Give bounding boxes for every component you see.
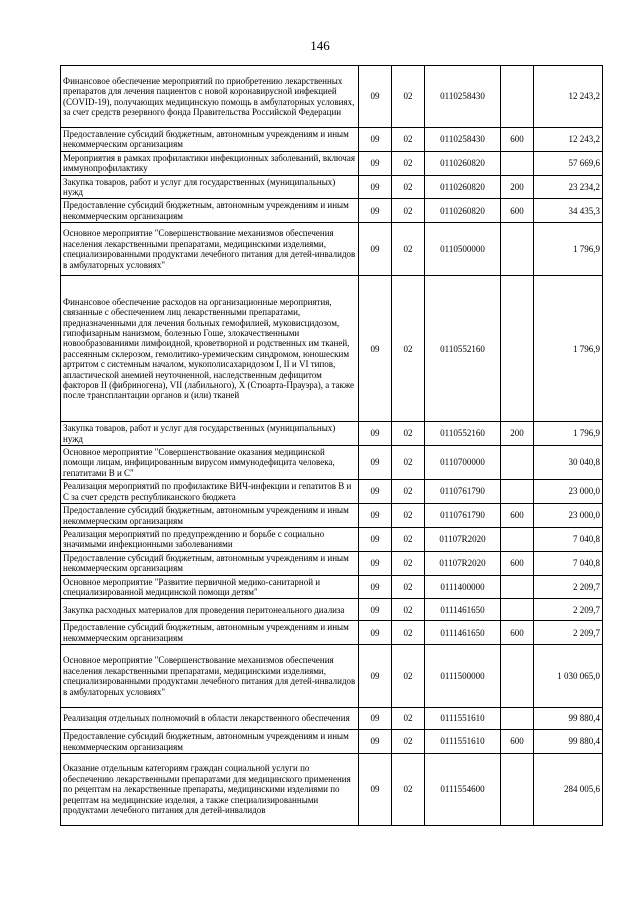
table-row (61, 199, 603, 223)
amount-cell: 23 000,0 (534, 480, 603, 504)
expense-type-cell: 600 (501, 504, 534, 528)
amount-cell: 7 040,8 (534, 527, 603, 551)
subsection-code-cell: 02 (392, 128, 425, 152)
expense-type-cell (501, 223, 534, 276)
table-row (61, 276, 603, 422)
subsection-code-cell: 02 (392, 645, 425, 708)
target-article-cell: 0110260820 (425, 151, 501, 175)
target-article-cell: 0110552160 (425, 422, 501, 446)
section-code-cell: 09 (359, 276, 392, 422)
table-row (61, 128, 603, 152)
target-article-cell: 01107R2020 (425, 551, 501, 575)
expense-name-cell: Предоставление субсидий бюджетным, автономным учреждениям и иным некоммерческим организациям (61, 621, 359, 645)
table-row (61, 708, 603, 730)
amount-cell: 284 005,6 (534, 753, 603, 825)
expense-name-cell: Предоставление субсидий бюджетным, автономным учреждениям и иным некоммерческим организациям (61, 551, 359, 575)
table-row (61, 575, 603, 599)
expense-type-cell (501, 276, 534, 422)
expense-name-cell: Финансовое обеспечение мероприятий по приобретению лекарственных препаратов для лечения пациентов с новой коронавирусной инфекцией (COVID-19), получающих медицинскую помощь в амбулаторных условиях, за счет средств резервного фонда Правительства Российской Федерации (61, 66, 359, 128)
subsection-code-cell: 02 (392, 575, 425, 599)
table-row (61, 527, 603, 551)
subsection-code-cell: 02 (392, 708, 425, 730)
subsection-code-cell: 02 (392, 66, 425, 128)
subsection-code-cell: 02 (392, 551, 425, 575)
amount-cell: 99 880,4 (534, 730, 603, 754)
expense-name-cell: Основное мероприятие "Совершенствование механизмов обеспечения населения лекарственными препаратами, медицинскими изделиями, специализированными продуктами лечебного питания для детей-инвалидов в амбулаторных условиях" (61, 223, 359, 276)
expense-type-cell (501, 446, 534, 480)
target-article-cell: 0111461650 (425, 599, 501, 621)
expense-name-cell: Мероприятия в рамках профилактики инфекционных заболеваний, включая иммунопрофилактику (61, 151, 359, 175)
section-code-cell: 09 (359, 527, 392, 551)
target-article-cell: 0111500000 (425, 645, 501, 708)
table-row (61, 599, 603, 621)
table-row (61, 730, 603, 754)
expense-name-cell: Закупка товаров, работ и услуг для государственных (муниципальных) нужд (61, 175, 359, 199)
subsection-code-cell: 02 (392, 175, 425, 199)
subsection-code-cell: 02 (392, 446, 425, 480)
subsection-code-cell: 02 (392, 504, 425, 528)
section-code-cell: 09 (359, 753, 392, 825)
expense-type-cell: 200 (501, 175, 534, 199)
budget-table (60, 65, 603, 826)
section-code-cell: 09 (359, 599, 392, 621)
amount-cell: 7 040,8 (534, 551, 603, 575)
target-article-cell: 0110552160 (425, 276, 501, 422)
expense-type-cell (501, 66, 534, 128)
expense-type-cell: 600 (501, 551, 534, 575)
subsection-code-cell: 02 (392, 223, 425, 276)
section-code-cell: 09 (359, 151, 392, 175)
expense-type-cell (501, 708, 534, 730)
expense-name-cell: Закупка товаров, работ и услуг для государственных (муниципальных) нужд (61, 422, 359, 446)
amount-cell: 99 880,4 (534, 708, 603, 730)
section-code-cell: 09 (359, 175, 392, 199)
amount-cell: 2 209,7 (534, 599, 603, 621)
section-code-cell: 09 (359, 422, 392, 446)
amount-cell: 23 234,2 (534, 175, 603, 199)
section-code-cell: 09 (359, 199, 392, 223)
expense-type-cell: 600 (501, 621, 534, 645)
table-row (61, 504, 603, 528)
expense-name-cell: Предоставление субсидий бюджетным, автономным учреждениям и иным некоммерческим организациям (61, 504, 359, 528)
target-article-cell: 0111461650 (425, 621, 501, 645)
expense-type-cell: 600 (501, 128, 534, 152)
subsection-code-cell: 02 (392, 480, 425, 504)
table-row (61, 645, 603, 708)
expense-name-cell: Основное мероприятие "Развитие первичной медико-санитарной и специализированной медицинской помощи детям" (61, 575, 359, 599)
expense-type-cell (501, 575, 534, 599)
amount-cell: 2 209,7 (534, 621, 603, 645)
target-article-cell: 01107R2020 (425, 527, 501, 551)
section-code-cell: 09 (359, 730, 392, 754)
expense-type-cell (501, 599, 534, 621)
amount-cell: 1 796,9 (534, 223, 603, 276)
subsection-code-cell: 02 (392, 276, 425, 422)
section-code-cell: 09 (359, 621, 392, 645)
section-code-cell: 09 (359, 446, 392, 480)
target-article-cell: 0110258430 (425, 66, 501, 128)
expense-name-cell: Основное мероприятие "Совершенствование механизмов обеспечения населения лекарственными препаратами, медицинскими изделиями, специализированными продуктами лечебного питания для детей-инвалидов в амбулаторных условиях" (61, 645, 359, 708)
expense-type-cell: 600 (501, 730, 534, 754)
section-code-cell: 09 (359, 480, 392, 504)
expense-name-cell: Оказание отдельным категориям граждан социальной услуги по обеспечению лекарственными препаратами для медицинского применения по рецептам на лекарственные препараты, медицинскими изделиями по рецептам на медицинские изделия, а также специализированными продуктами лечебного питания для детей-инвалидов (61, 753, 359, 825)
section-code-cell: 09 (359, 66, 392, 128)
table-row (61, 551, 603, 575)
table-row (61, 422, 603, 446)
subsection-code-cell: 02 (392, 199, 425, 223)
section-code-cell: 09 (359, 504, 392, 528)
expense-name-cell: Финансовое обеспечение расходов на организационные мероприятия, связанные с обеспечением лиц лекарственными препаратами, предназначенными для лечения больных гемофилией, муковисцидозом, гипофизарным нанизмом, болезнью Гоше, злокачественными новообразованиями лимфоидной, кроветворной и родственных им тканей, рассеянным склерозом, гемолитико-уремическим синдромом, юношеским артритом с системным началом, мукополисахаридозом I, II и VI типов, апластической анемией неуточненной, наследственным дефицитом факторов II (фибриногена), VII (лабильного), X (Стюарта-Прауэра), а также после трансплантации органов и (или) тканей (61, 276, 359, 422)
amount-cell: 34 435,3 (534, 199, 603, 223)
expense-name-cell: Предоставление субсидий бюджетным, автономным учреждениям и иным некоммерческим организациям (61, 199, 359, 223)
section-code-cell: 09 (359, 551, 392, 575)
subsection-code-cell: 02 (392, 730, 425, 754)
subsection-code-cell: 02 (392, 151, 425, 175)
expense-name-cell: Закупка расходных материалов для проведения перитонеального диализа (61, 599, 359, 621)
table-row (61, 175, 603, 199)
expense-type-cell (501, 527, 534, 551)
amount-cell: 1 030 065,0 (534, 645, 603, 708)
target-article-cell: 0111554600 (425, 753, 501, 825)
subsection-code-cell: 02 (392, 422, 425, 446)
expense-name-cell: Предоставление субсидий бюджетным, автономным учреждениям и иным некоммерческим организациям (61, 730, 359, 754)
expense-name-cell: Реализация мероприятий по предупреждению и борьбе с социально значимыми инфекционными заболеваниями (61, 527, 359, 551)
expense-type-cell: 600 (501, 199, 534, 223)
table-row (61, 621, 603, 645)
target-article-cell: 0111551610 (425, 730, 501, 754)
target-article-cell: 0111551610 (425, 708, 501, 730)
target-article-cell: 0110260820 (425, 175, 501, 199)
expense-type-cell (501, 151, 534, 175)
target-article-cell: 0111400000 (425, 575, 501, 599)
target-article-cell: 0110761790 (425, 480, 501, 504)
expense-name-cell: Реализация отдельных полномочий в области лекарственного обеспечения (61, 708, 359, 730)
expense-name-cell: Предоставление субсидий бюджетным, автономным учреждениям и иным некоммерческим организациям (61, 128, 359, 152)
target-article-cell: 0110761790 (425, 504, 501, 528)
section-code-cell: 09 (359, 128, 392, 152)
section-code-cell: 09 (359, 645, 392, 708)
section-code-cell: 09 (359, 708, 392, 730)
target-article-cell: 0110258430 (425, 128, 501, 152)
budget-table-body (61, 66, 603, 826)
amount-cell: 57 669,6 (534, 151, 603, 175)
subsection-code-cell: 02 (392, 599, 425, 621)
expense-type-cell (501, 753, 534, 825)
target-article-cell: 0110500000 (425, 223, 501, 276)
expense-type-cell: 200 (501, 422, 534, 446)
target-article-cell: 0110700000 (425, 446, 501, 480)
expense-type-cell (501, 645, 534, 708)
table-row (61, 66, 603, 128)
subsection-code-cell: 02 (392, 621, 425, 645)
amount-cell: 12 243,2 (534, 66, 603, 128)
section-code-cell: 09 (359, 223, 392, 276)
amount-cell: 12 243,2 (534, 128, 603, 152)
amount-cell: 30 040,8 (534, 446, 603, 480)
amount-cell: 23 000,0 (534, 504, 603, 528)
subsection-code-cell: 02 (392, 527, 425, 551)
table-row (61, 446, 603, 480)
table-row (61, 223, 603, 276)
subsection-code-cell: 02 (392, 753, 425, 825)
amount-cell: 1 796,9 (534, 276, 603, 422)
expense-name-cell: Реализация мероприятий по профилактике ВИЧ-инфекции и гепатитов B и C за счет средств республиканского бюджета (61, 480, 359, 504)
target-article-cell: 0110260820 (425, 199, 501, 223)
amount-cell: 2 209,7 (534, 575, 603, 599)
expense-type-cell (501, 480, 534, 504)
page-number: 146 (310, 38, 330, 53)
amount-cell: 1 796,9 (534, 422, 603, 446)
section-code-cell: 09 (359, 575, 392, 599)
table-row (61, 480, 603, 504)
table-row (61, 753, 603, 825)
expense-name-cell: Основное мероприятие "Совершенствование оказания медицинской помощи лицам, инфицированным вирусом иммунодефицита человека, гепатитами В и С" (61, 446, 359, 480)
table-row (61, 151, 603, 175)
